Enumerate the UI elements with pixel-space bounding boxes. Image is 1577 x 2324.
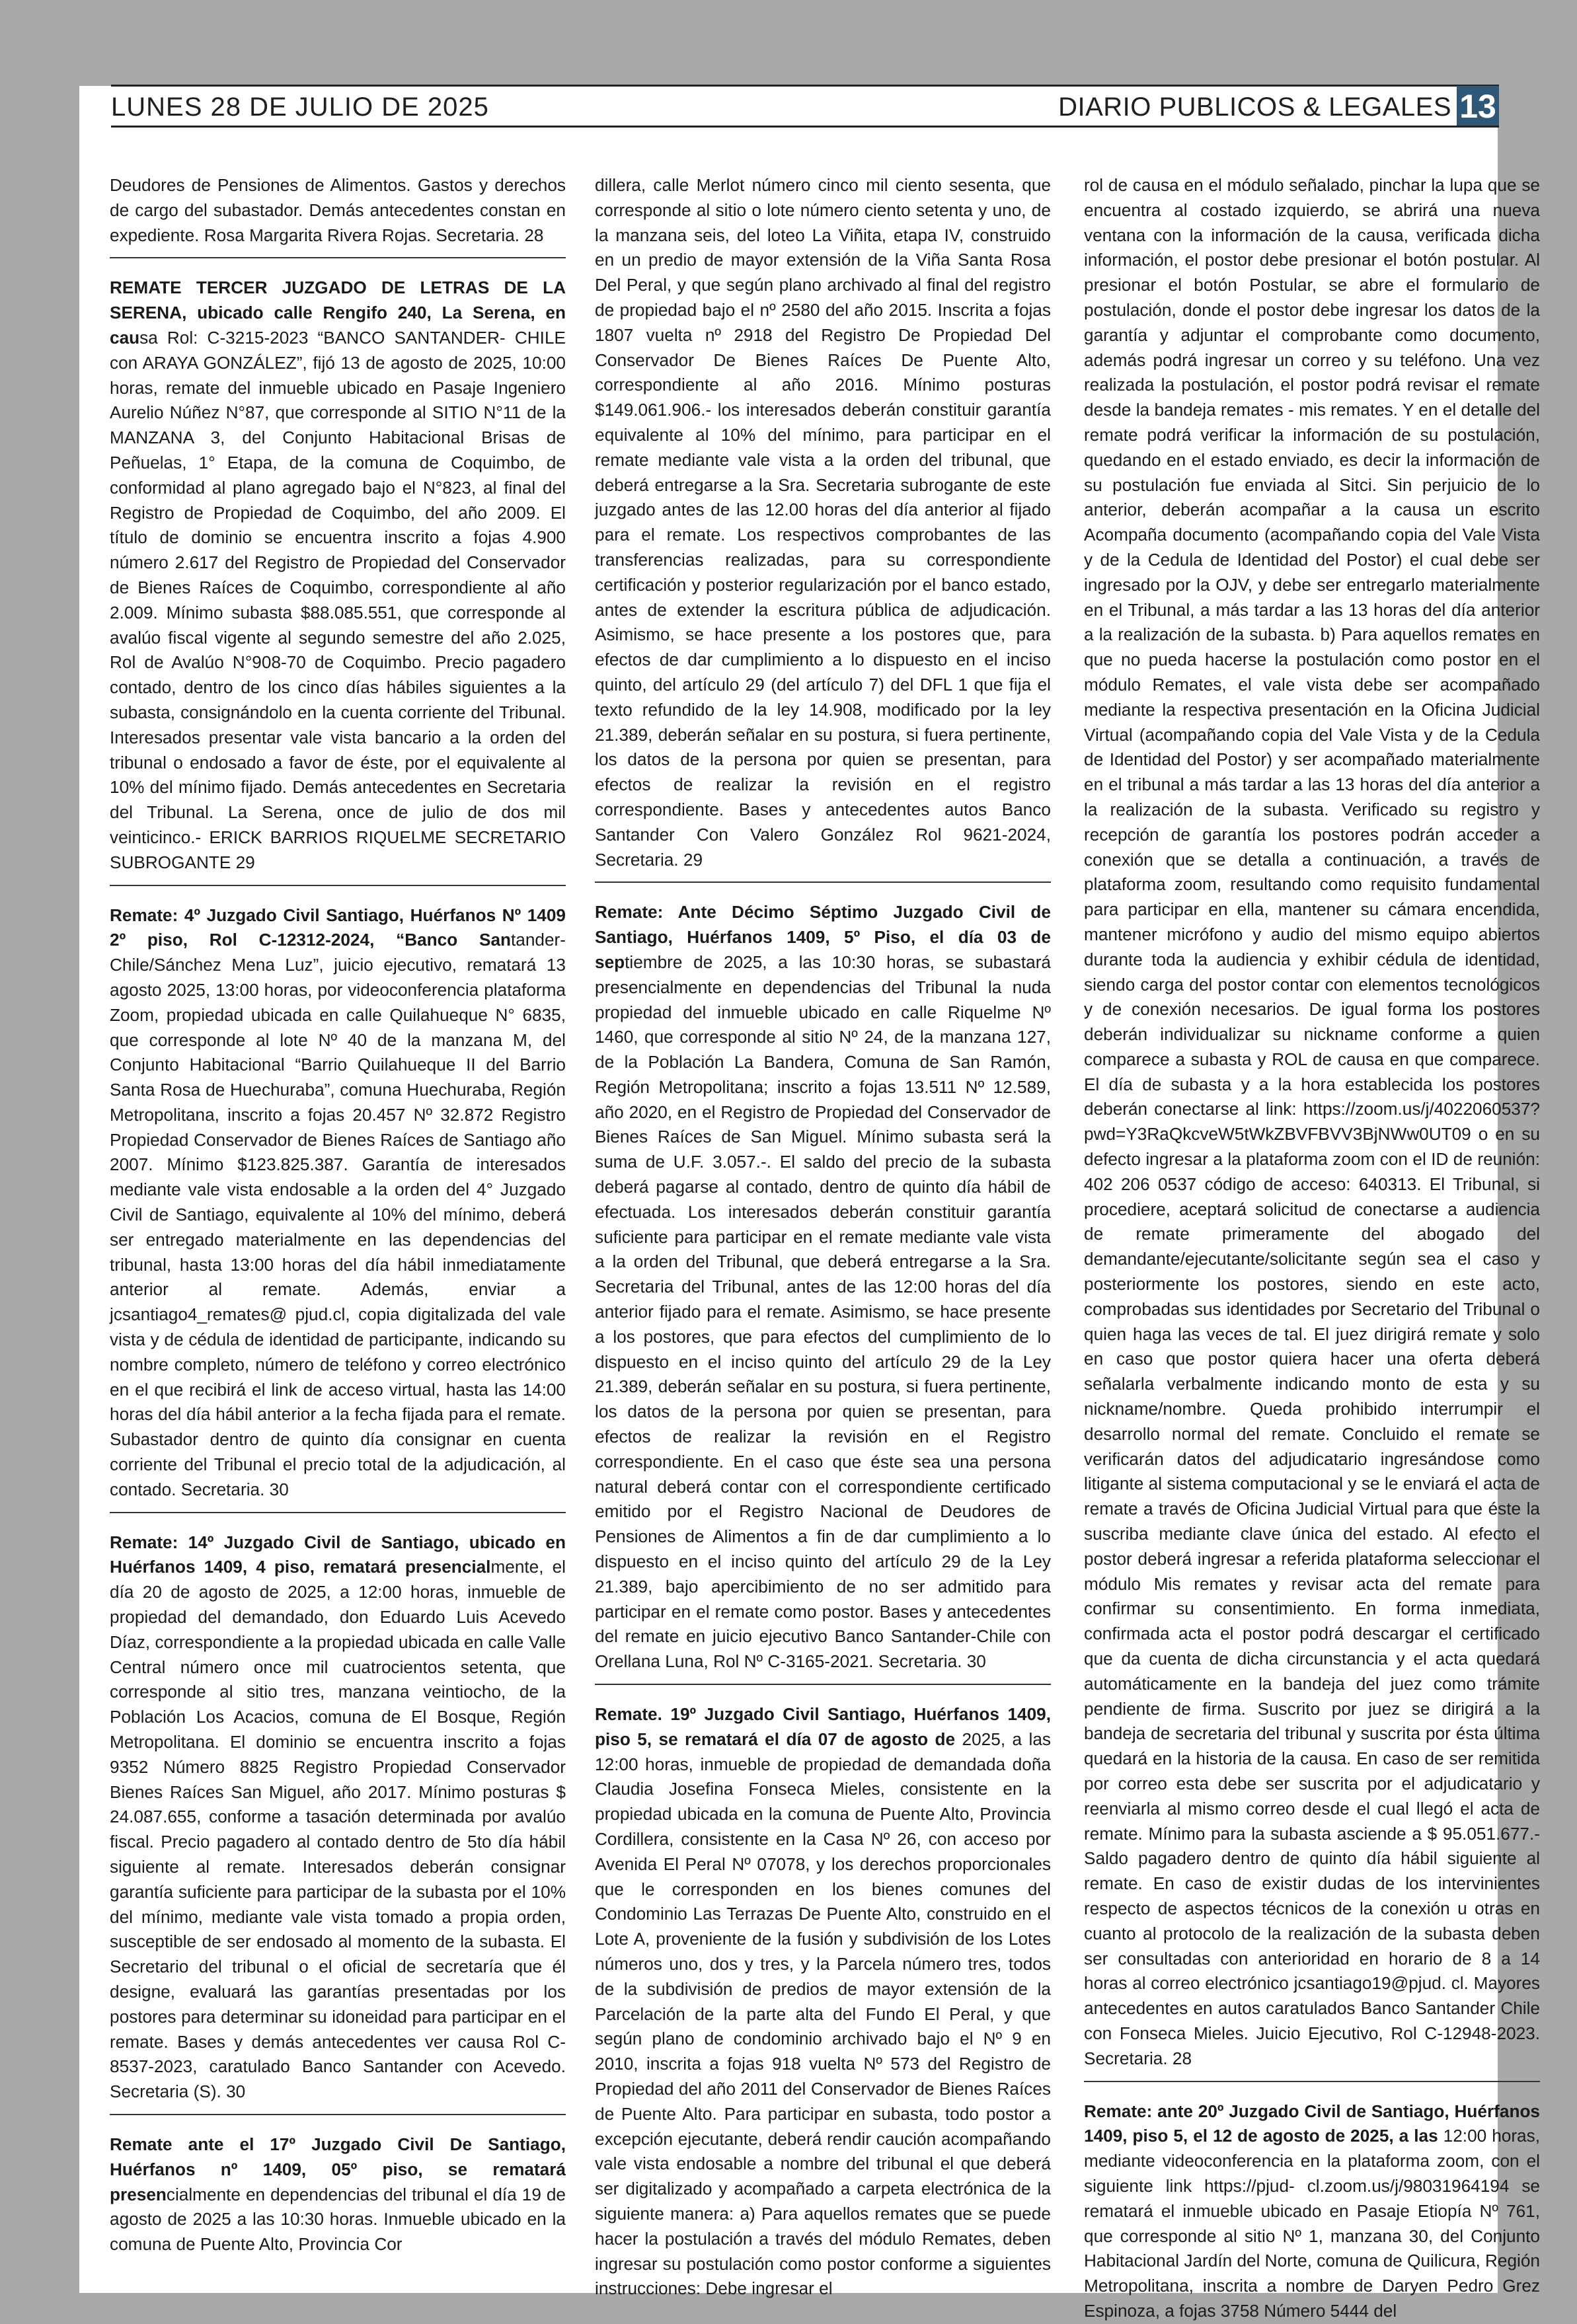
page-number-badge: 13 (1457, 86, 1499, 127)
notice-separator (110, 885, 566, 886)
notice-separator (1084, 2081, 1540, 2082)
notice-heading: Remate: Ante Décimo Séptimo Juzgado Civil de Santiago, Huérfanos 1409, 5º Piso, el día 03 de sep (595, 902, 1051, 972)
notice-separator (110, 1512, 566, 1513)
notice (110, 1530, 566, 2105)
publication-name: DIARIO PUBLICOS & LEGALES (1058, 93, 1451, 122)
notice-body: tiembre de 2025, a las 10:30 horas, se subastará presencialmente en dependencias del Tribunal la nuda propiedad del inmueble ubicado en calle Riquelme Nº 1460, que corresponde al sitio Nº 24, de la manzana 127, de la Población La Bandera, Comuna de San Ramón, Región Metropolitana; inscrito a fojas 13.511 Nº 12.589, año 2020, en el Registro de Propiedad del Conservador de Bienes Raíces de San Miguel. Mínimo subasta será la suma de U.F. 3.057.-. El saldo del precio de la subasta deberá pagarse al contado, dentro de quinto día hábil de efectuada. Los interesados deberán constituir garantía suficiente para participar en el remate mediante vale vista a la orden del Tribunal, que deberá entregarse a la Sra. Secretaria del Tribunal, antes de las 12:00 horas del día anterior fijado para el remate. Asimismo, se hace presente a los postores, que para efectos del cumplimiento de lo dispuesto en el inciso quinto del artículo 29 de la Ley 21.389, deberán señalar en su postura, si fuera pertinente, los datos de la persona por quien se presentan, para efectos de realizar la revisión en el Registro correspondiente. En el caso que éste sea una persona natural deberá contar con el correspondiente certificado emitido por el Registro Nacional de Deudores de Pensiones de Alimentos a fin de dar cumplimiento a lo dispuesto en el inciso quinto del artículo 29 de la Ley 21.389, bajo apercibimiento de no ser admitido para participar en el remate como postor. Bases y antecedentes del remate en juicio ejecutivo Banco Santander-Chile con Orellana Luna, Rol Nº C-3165-2021. Secretaria. 30 (595, 952, 1051, 1672)
notice (110, 903, 566, 1503)
notice-body: mente, el día 20 de agosto de 2025, a 12:00 horas, inmueble de propiedad del demandado, don Eduardo Luis Acevedo Díaz, correspondiente a la propiedad ubicada en calle Valle Central número once mil cuatrocientos setenta, que corresponde al sitio tres, manzana veintiocho, de la Población Los Acacios, comuna de El Bosque, Región Metropolitana. El dominio se encuentra inscrito a fojas 9352 Número 8825 Registro Propiedad Conservador Bienes Raíces San Miguel, año 2017. Mínimo posturas $ 24.087.655, conforme a tasación determinada por avalúo fiscal. Precio pagadero al contado dentro de 5to día hábil siguiente al remate. Interesados deberán consignar garantía suficiente para participar de la subasta por el 10% del mínimo, mediante vale vista tomado a propia orden, susceptible de ser endosado al momento de la subasta. El Secretario del tribunal o el oficial de secretaría que él designe, evaluará las garantías presentadas por los postores para determinar su idoneidad para participar en el remate. Bases y demás antecedentes ver causa Rol C-8537-2023, caratulado Banco Santander con Acevedo. Secretaria (S). 30 (110, 1557, 566, 2102)
notice-body: tander-Chile/Sánchez Mena Luz”, juicio ejecutivo, rematará 13 agosto 2025, 13:00 horas, por videoconferencia plataforma Zoom, propiedad ubicada en calle Quilahueque N° 6835, que corresponde al lote Nº 40 de la manzana M, del Conjunto Habitacional “Barrio Quilahueque II del Barrio Santa Rosa de Huechuraba”, comuna Huechuraba, Región Metropolitana, inscrito a fojas 20.457 Nº 32.872 Registro Propiedad Conservador de Bienes Raíces de Santiago año 2007. Mínimo $123.825.387. Garantía de interesados mediante vale vista endosable a la orden del 4° Juzgado Civil de Santiago, equivalente al 10% del mínimo, deberá ser entregado materialmente en las dependencias del tribunal, hasta 13:00 horas del día hábil inmediatamente anterior al remate. Además, enviar a jcsantiago4_remates@ pjud.cl, copia digitalizada del vale vista y de cédula de identidad de participante, indicando su nombre completo, número de teléfono y correo electrónico en el que recibirá el link de acceso virtual, hasta las 14:00 horas del día hábil anterior a la fecha fijada para el remate. Subastador dentro de quinto día consignar en cuenta corriente del Tribunal el precio total de la adjudicación, al contado. Secretaria. 30 (110, 930, 566, 1499)
notice (1084, 173, 1540, 2072)
notice (110, 2132, 566, 2257)
page-header (111, 85, 1499, 128)
notice (110, 276, 566, 875)
notice-separator (110, 2114, 566, 2115)
notice-body: 2025, a las 12:00 horas, inmueble de propiedad de demandada doña Claudia Josefina Fonseca Mieles, consistente en la propiedad ubicada en la comuna de Puente Alto, Provincia Cordillera, consistente en la Casa Nº 26, con acceso por Avenida El Peral Nº 07078, y los derechos proporcionales que le corresponden en los bienes comunes del Condominio Las Terrazas De Puente Alto, construido en el Lote A, proveniente de la fusión y subdivisión de los Lotes números uno, dos y tres, y la Parcela número tres, todos de la subdivisión de predios de mayor extensión de la Parcelación de la parte alta del Fundo El Peral, y que según plano de condominio archivado bajo el Nº 9 en 2010, inscrita a fojas 918 vuelta Nº 573 del Registro de Propiedad del año 2011 del Conservador de Bienes Raíces de Puente Alto. Para participar en subasta, todo postor a excepción ejecutante, deberá rendir caución acompañando vale vista endosable a nombre del tribunal el que deberá ser digitalizado y acompañado a carpeta electrónica de la siguiente manera: a) Para aquellos remates que se puede hacer la postulación a través del módulo Remates, deben ingresar su postulación como postor conforme a siguientes instrucciones: Debe ingresar el (595, 1729, 1051, 2299)
notice (595, 1702, 1051, 2302)
notice-heading: Remate ante el 17º Juzgado Civil De Santiago, Huérfanos nº 1409, 05º piso, se rematará presen (110, 2134, 566, 2204)
column-3 (1084, 173, 1540, 2321)
notice-heading: Remate: ante 20º Juzgado Civil de Santiago, Huérfanos 1409, piso 5, el 12 de agosto de 2025, a las (1084, 2101, 1540, 2146)
notice-heading: Remate: 14º Juzgado Civil de Santiago, ubicado en Huérfanos 1409, 4 piso, rematará presencial (110, 1532, 566, 1577)
notice-separator (595, 1684, 1051, 1685)
notice-separator (110, 257, 566, 258)
notice-body: cialmente en dependencias del tribunal el día 19 de agosto de 2025 a las 10:30 horas. Inmueble ubicado en la comuna de Puente Alto, Provincia Cor (110, 2184, 566, 2255)
header-top-rule (111, 85, 1499, 87)
column-2 (595, 173, 1051, 2299)
notice (595, 900, 1051, 1674)
notice-heading: Remate: 4º Juzgado Civil Santiago, Huérfanos Nº 1409 2º piso, Rol C-12312-2024, “Banco San (110, 905, 566, 950)
notice-heading: Remate. 19º Juzgado Civil Santiago, Huérfanos 1409, piso 5, se rematará el día 07 de agosto de (595, 1704, 1051, 1749)
notice (595, 173, 1051, 872)
issue-date: LUNES 28 DE JULIO DE 2025 (111, 93, 489, 122)
notice-body: sa Rol: C-3215-2023 “BANCO SANTANDER- CHILE con ARAYA GONZÁLEZ”, fijó 13 de agosto de 2025, 10:00 horas, remate del inmueble ubicado en Pasaje Ingeniero Aurelio Núñez N°87, que corresponde al SITIO N°11 de la MANZANA 3, del Conjunto Habitacional Brisas de Peñuelas, 1° Etapa, de la comuna de Coquimbo, de conformidad al plano agregado bajo el N°823, al final del Registro de Propiedad de Coquimbo, del año 2009. El título de dominio se encuentra inscrito a fojas 4.900 número 2.617 del Registro de Propiedad del Conservador de Bienes Raíces de Coquimbo, correspondiente al año 2.009. Mínimo subasta $88.085.551, que corresponde al avalúo fiscal vigente al segundo semestre del año 2.025, Rol de Avalúo N°908-70 de Coquimbo. Precio pagadero contado, dentro de los cinco días hábiles siguientes a la subasta, consignándolo en la cuenta corriente del Tribunal. Interesados presentar vale vista bancario a la orden del tribunal o endosado a favor de éste, por el equivalente al 10% del mínimo fijado. Demás antecedentes en Secretaria del Tribunal. La Serena, once de julio de dos mil veinticinco.- ERICK BARRIOS RIQUELME SECRETARIO SUBROGANTE 29 (110, 327, 566, 872)
notice-body: 12:00 horas, mediante videoconferencia en la plataforma zoom, con el siguiente link https://pjud- cl.zoom.us/j/98031964194 se rematará el inmueble ubicado en Pasaje Etiopía Nº 761, que corresponde al sitio Nº 1, manzana 30, del Conjunto Habitacional Jardín del Norte, comuna de Quilicura, Región Metropolitana, inscrita a nombre de Daryen Pedro Grez Espinoza, a fojas 3758 Número 5444 del (1084, 2126, 1540, 2321)
column-1 (110, 173, 566, 2288)
notice-body: dillera, calle Merlot número cinco mil ciento sesenta, que corresponde al sitio o lote número ciento setenta y uno, de la manzana seis, del loteo La Viñita, etapa IV, construido en un predio de mayor extensión de la Viña Santa Rosa Del Peral, y que según plano archivado al final del registro de propiedad bajo el nº 2580 del año 2015. Inscrita a fojas 1807 vuelta nº 2918 del Registro De Propiedad Del Conservador De Bienes Raíces De Puente Alto, correspondiente al año 2016. Mínimo posturas $149.061.906.- los interesados deberán constituir garantía equivalente al 10% del mínimo, para participar en el remate mediante vale vista a la orden del tribunal, que deberá entregarse a la Sra. Secretaria subrogante de este juzgado antes de las 12.00 horas del día anterior al fijado para el remate. Los respectivos comprobantes de las transferencias realizadas, para su correspondiente certificación y posterior regularización por el banco estado, antes de extender la escritura pública de adjudicación. Asimismo, se hace presente a los postores que, para efectos de dar cumplimiento a lo dispuesto en el inciso quinto, del artículo 29 (del artículo 7) del DFL 1 que fija el texto refundido de la ley 14.908, modificado por la ley 21.389, deberán señalar en su postura, si fuera pertinente, los datos de la persona por quien se presentan, para efectos de realizar la revisión en el registro correspondiente. Bases y antecedentes autos Banco Santander Con Valero González Rol 9621-2024, Secretaria. 29 (595, 175, 1051, 870)
notice-separator (595, 881, 1051, 883)
header-bottom-rule (111, 126, 1499, 128)
notice-body: Deudores de Pensiones de Alimentos. Gastos y derechos de cargo del subastador. Demás antecedentes constan en expediente. Rosa Margarita Rivera Rojas. Secretaria. 28 (110, 175, 566, 245)
notice (110, 173, 566, 248)
notice-heading: REMATE TERCER JUZGADO DE LETRAS DE LA SERENA, ubicado calle Rengifo 240, La Serena, en cau (110, 278, 566, 348)
notice (1084, 2099, 1540, 2324)
notice-body: rol de causa en el módulo señalado, pinchar la lupa que se encuentra al costado izquierdo, se abrirá una nueva ventana con la información de la causa, verificada dicha información, el postor debe presionar el botón postular. Al presionar el botón Postular, se abre el formulario de postulación, donde el postor debe ingresar los datos de la garantía y adjuntar el comprobante como documento, además podrá ingresar un correo y su teléfono. Una vez realizada la postulación, el postor podrá revisar el remate desde la bandeja remates - mis remates. Y en el detalle del remate podrá verificar la información de su postulación, quedando en el estado enviado, es decir la información de su postulación fue enviada al Sitci. Sin perjuicio de lo anterior, deberán acompañar a la causa un escrito Acompaña documento (acompañando copia del Vale Vista y de la Cedula de Identidad del Postor) el cual debe ser ingresado por la OJV, y debe ser entregarlo materialmente en el Tribunal, a más tardar a las 13 horas del día anterior a la realización de la subasta. b) Para aquellos remates en que no pueda hacerse la postulación como postor en el módulo Remates, el vale vista debe ser acompañado mediante la respectiva presentación en la Oficina Judicial Virtual (acompañando copia del Vale Vista y de la Cedula de Identidad del Postor) y ser acompañado materialmente en el tribunal a más tardar a las 13 horas del día anterior a la realización de la subasta. Verificado su registro y recepción de garantía los postores podrán acceder a conexión que se detalla a continuación, a través de plataforma zoom, resultando como requisito fundamental para participar en ella, mantener su cámara encendida, mantener micrófono y audio del mismo equipo abiertos durante toda la audiencia y exhibir cédula de identidad, siendo carga del postor contar con elementos tecnológicos y de conexión necesarios. De igual forma los postores deberán individualizar su nickname conforme a quien comparece a subasta y ROL de causa en que comparece. El día de subasta y a la hora establecida los postores deberán conectarse al link: https://zoom.us/j/4022060537?pwd=Y3RaQkcveW5tWkZBVFBVV3BjNWw0UT09 o en su defecto ingresar a la plataforma zoom con el ID de reunión: 402 206 0537 código de acceso: 640313. El Tribunal, si procediere, aceptará solicitud de conectarse a audiencia de remate primeramente del abogado del demandante/ejecutante/solicitante según sea el caso y posteriormente los postores, siendo en este acto, comprobadas sus identidades por Secretario del Tribunal o quien haga las veces de tal. El juez dirigirá remate y solo en caso que postor quiera hacer una oferta deberá señalarla verbalmente indicando monto de esta y su nickname/nombre. Queda prohibido interrumpir el desarrollo normal del remate. Concluido el remate se verificarán datos del adjudicatario ingresándose como litigante al sistema computacional y se le enviará el acta de remate a través de Oficina Judicial Virtual para que éste la suscriba mediante clave única del estado. Al efecto el postor deberá ingresar a referida plataforma seleccionar el módulo Mis remates y revisar acta del remate para confirmar su consentimiento. En forma inmediata, confirmada acta el postor podrá descargar el certificado que da cuenta de dicha circunstancia y el acta quedará automáticamente en la bandeja del juez como trámite pendiente de firma. Suscrito por juez se dirigirá a la bandeja de secretaria del tribunal y suscrita por ésta última quedará en la historia de la causa. En caso de ser remitida por correo esta debe ser suscrita por el adjudicatario y reenviarla al mismo correo desde el cual llegó el acta de remate. Mínimo para la subasta asciende a $ 95.051.677.- Saldo pagadero dentro de quinto día hábil siguiente al remate. En caso de existir dudas de los intervinientes respecto de aspectos técnicos de la conexión u otras en cuanto al protocolo de la realización de la subasta deben ser consultadas con anterioridad en horario de 8 a 14 horas al correo electrónico jcsantiago19@pjud. cl. Mayores antecedentes en autos caratulados Banco Santander Chile con Fonseca Mieles. Juicio Ejecutivo, Rol C-12948-2023. Secretaria. 28 (1084, 175, 1540, 2068)
